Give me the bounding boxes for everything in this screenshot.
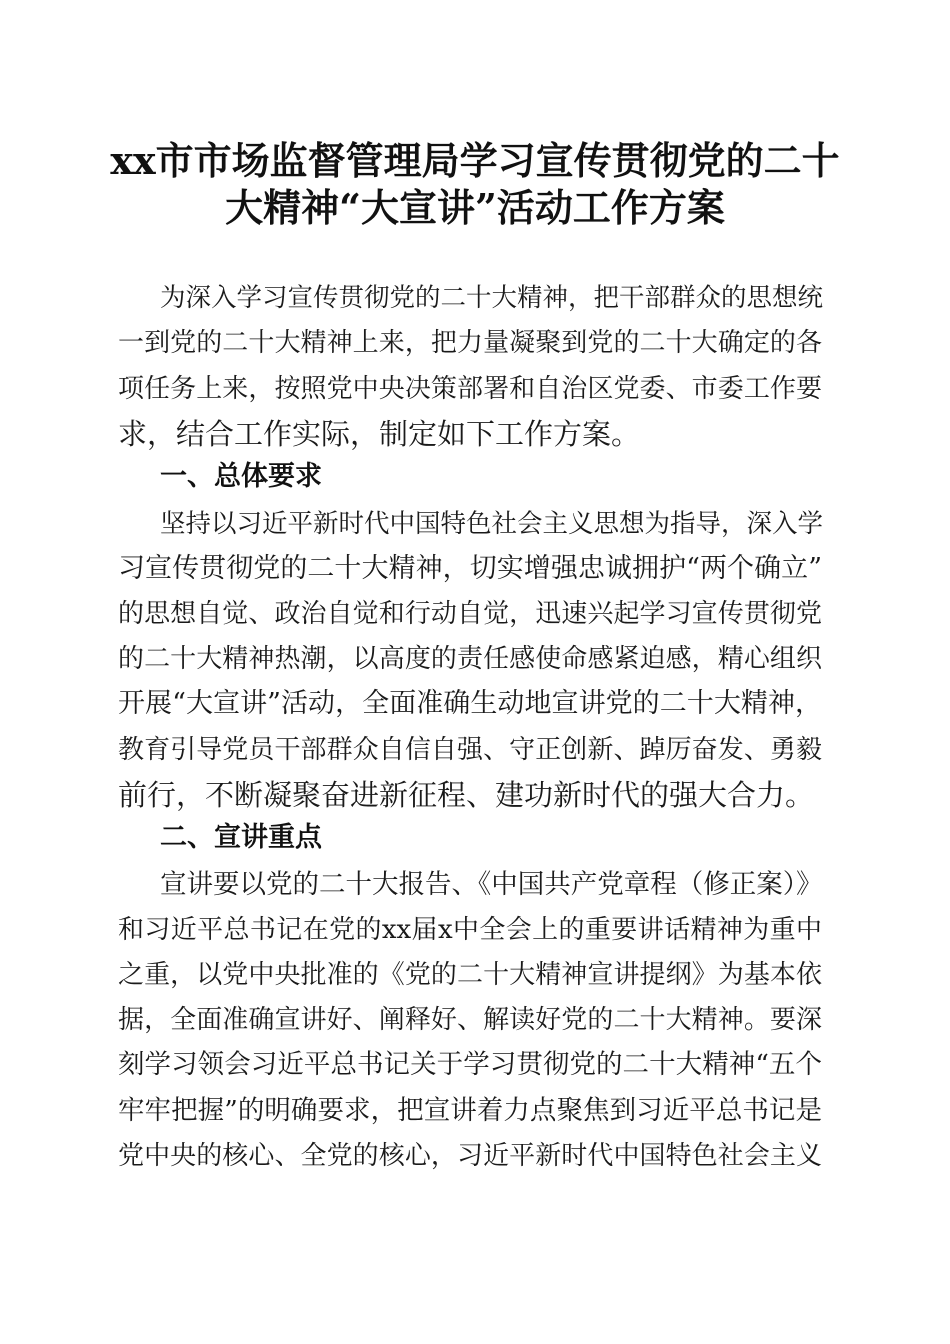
- section1-line-5: 开展“大宣讲”活动，全面准确生动地宣讲党的二十大精神，: [118, 688, 822, 719]
- intro-line-2: 一到党的二十大精神上来，把力量凝聚到党的二十大确定的各: [118, 328, 822, 358]
- section2-line-3: 之重，以党中央批准的《党的二十大精神宣讲提纲》为基本依: [118, 960, 822, 990]
- intro-line-4: 求，结合工作实际，制定如下工作方案。: [118, 417, 641, 451]
- section1-line-3: 的思想自觉、政治自觉和行动自觉，迅速兴起学习宣传贯彻党: [118, 599, 822, 629]
- document-title-line-1: xx市市场监督管理局学习宣传贯彻党的二十: [110, 138, 840, 183]
- section1-line-1: 坚持以习近平新时代中国特色社会主义思想为指导，深入学: [160, 509, 824, 539]
- section-heading-overall-requirements: 一、总体要求: [160, 461, 322, 492]
- section1-line-4: 的二十大精神热潮，以高度的责任感使命感紧迫感，精心组织: [118, 644, 822, 674]
- intro-line-1: 为深入学习宣传贯彻党的二十大精神，把干部群众的思想统: [160, 283, 824, 313]
- section1-line-6: 教育引导党员干部群众自信自强、守正创新、踔厉奋发、勇毅: [118, 735, 822, 765]
- document-title-line-2: 大精神“大宣讲”活动工作方案: [225, 185, 725, 230]
- section1-line-2: 习宣传贯彻党的二十大精神，切实增强忠诚拥护“两个确立”: [118, 553, 822, 584]
- section2-line-1: 宣讲要以党的二十大报告、《中国共产党章程（修正案）》: [160, 869, 823, 900]
- section2-line-7: 党中央的核心、全党的核心，习近平新时代中国特色社会主义: [118, 1141, 822, 1171]
- section2-line-2: 和习近平总书记在党的xx届x中全会上的重要讲话精神为重中: [118, 915, 822, 945]
- section2-line-6: 牢牢把握”的明确要求，把宣讲着力点聚焦到习近平总书记是: [118, 1095, 822, 1126]
- section-heading-lecture-focus: 二、宣讲重点: [160, 822, 322, 853]
- intro-line-3: 项任务上来，按照党中央决策部署和自治区党委、市委工作要: [118, 374, 822, 404]
- section1-line-7: 前行，不断凝聚奋进新征程、建功新时代的强大合力。: [118, 778, 815, 812]
- section2-line-5: 刻学习领会习近平总书记关于学习贯彻党的二十大精神“五个: [118, 1049, 822, 1080]
- section2-line-4: 据，全面准确宣讲好、阐释好、解读好党的二十大精神。要深: [118, 1005, 822, 1035]
